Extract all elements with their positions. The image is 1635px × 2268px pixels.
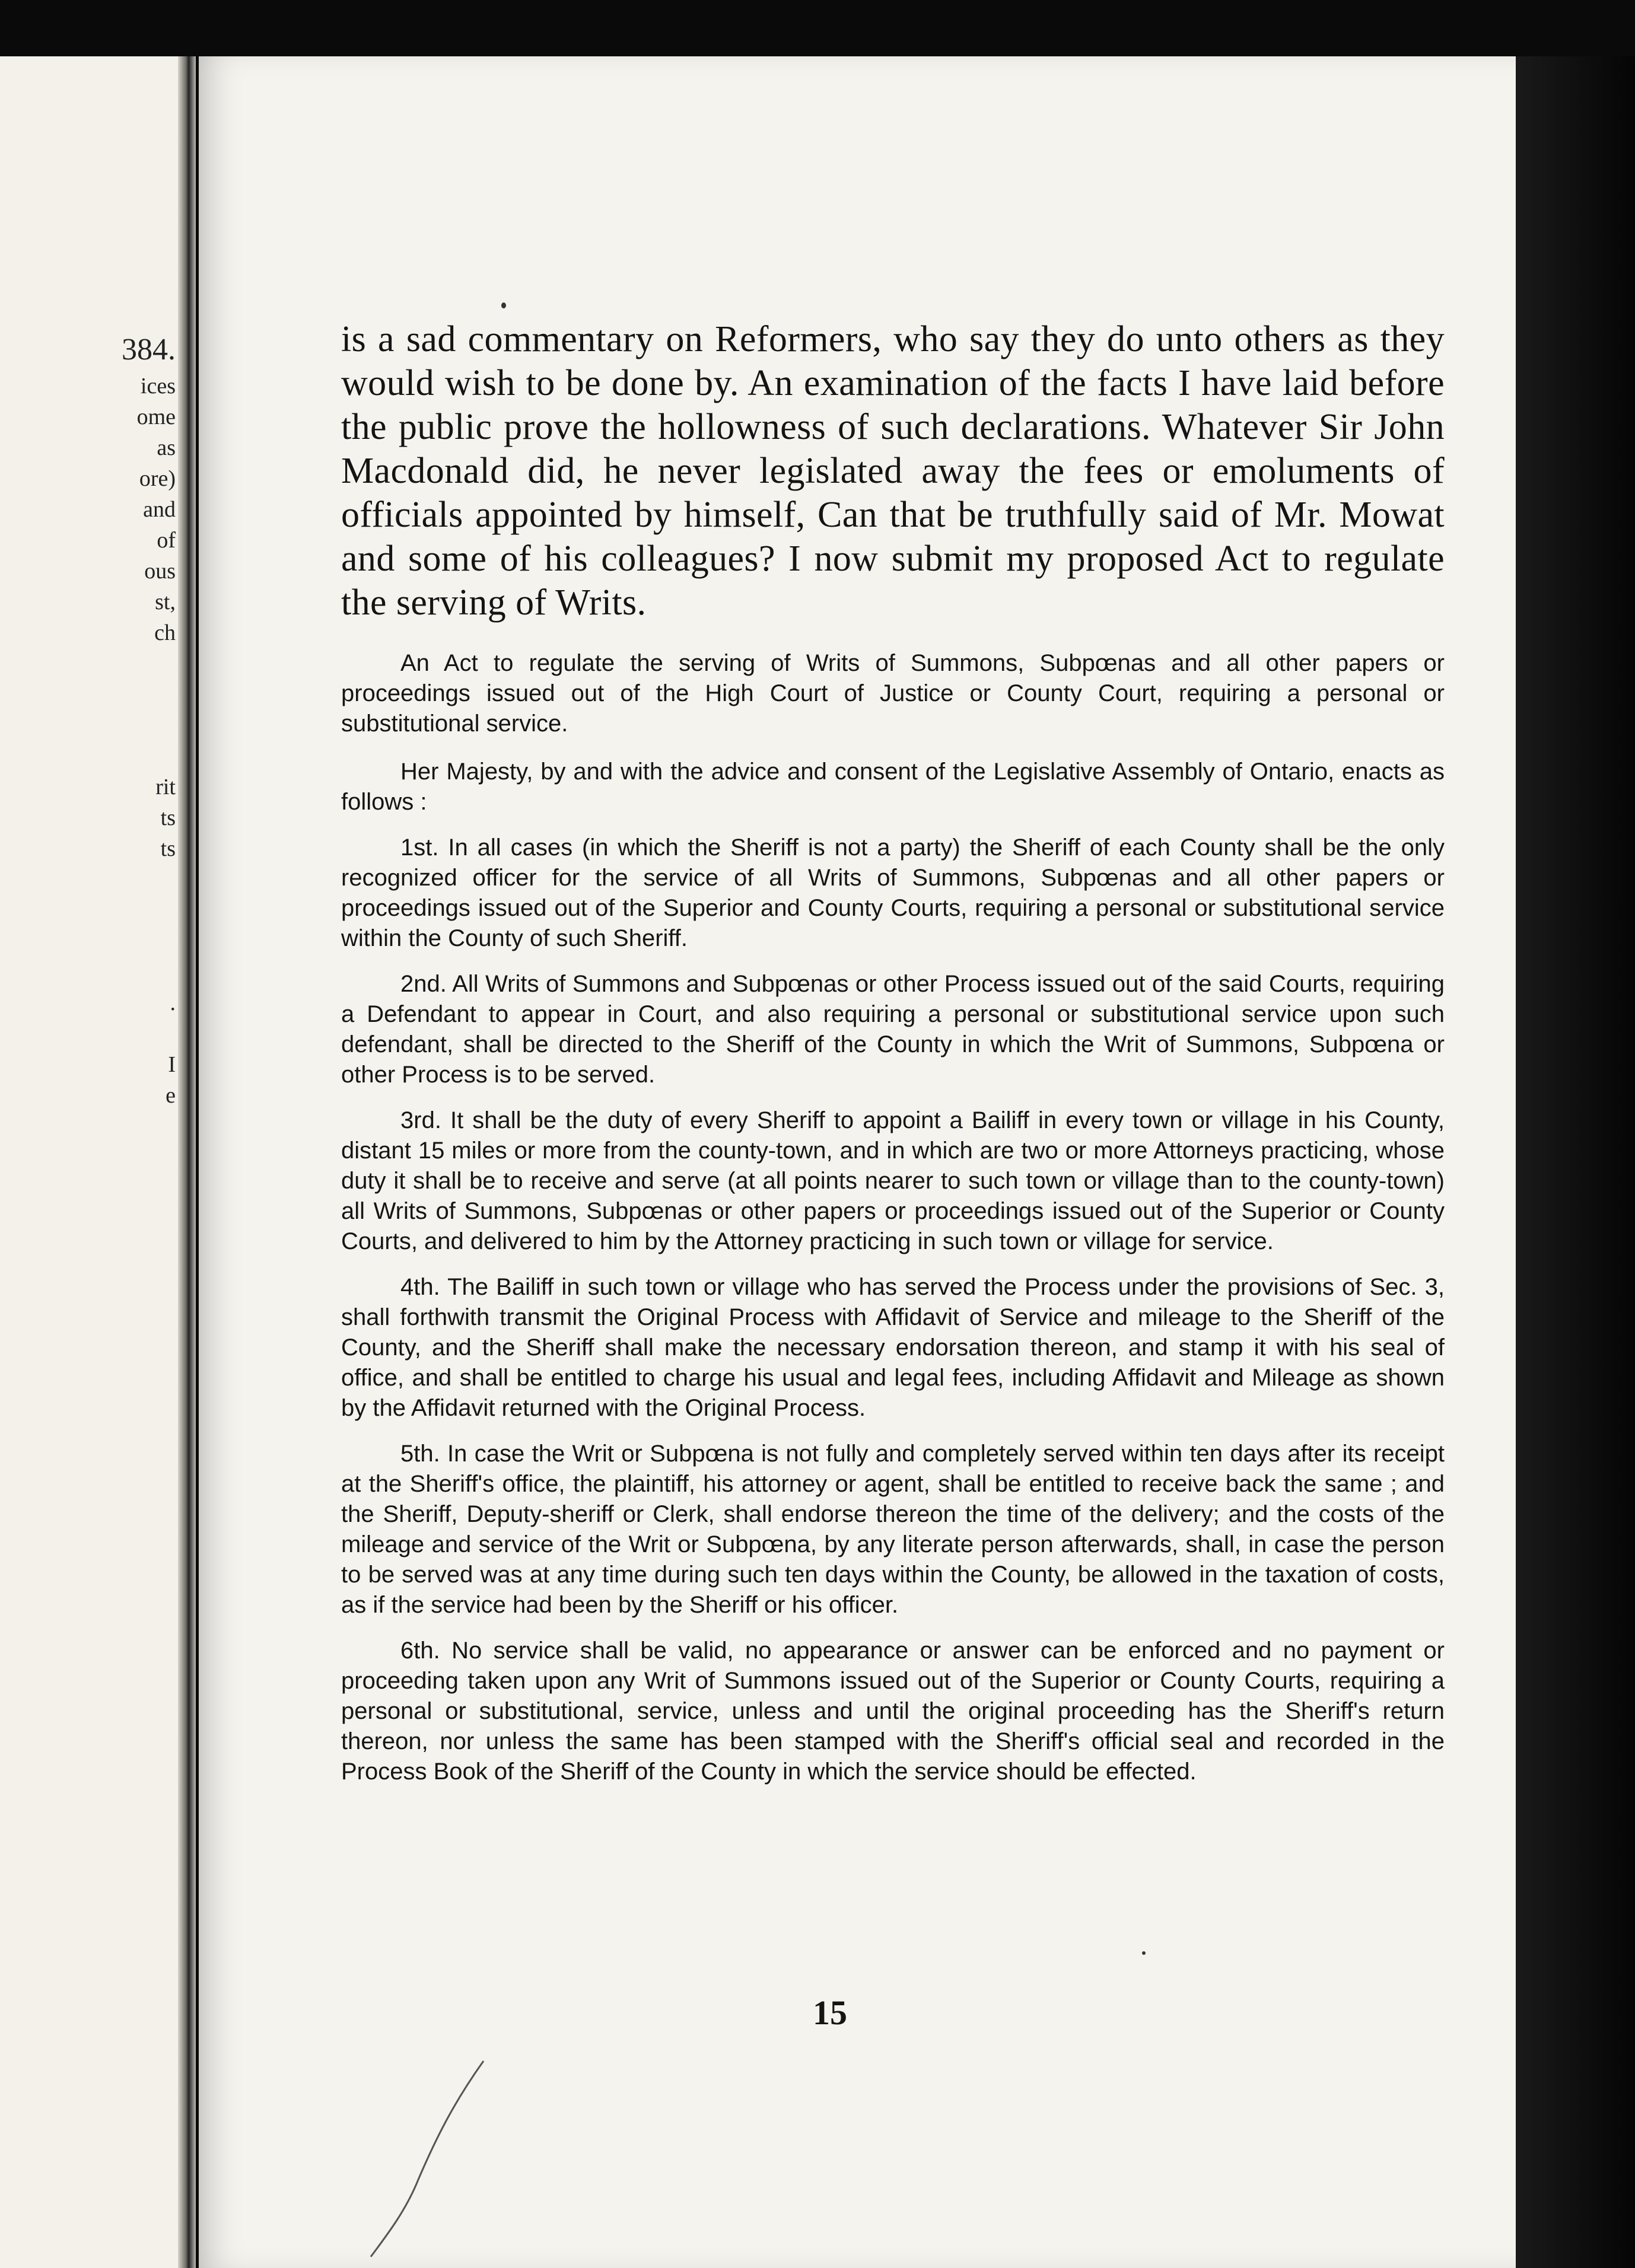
left-page-line: I — [168, 1052, 176, 1077]
section-1: 1st. In all cases (in which the Sheriff is not a party) the Sheriff of each County shall be the only recognized officer for the service of all Writs of Summons, Subpœnas and all other papers or proceedings issued out of the Superior and County Courts, requiring a personal or substitutional service within the County of such Sheriff. — [341, 834, 1445, 951]
left-page-line: ices — [140, 374, 176, 399]
left-page-line — [0, 648, 178, 679]
act-title: An Act to regulate the serving of Writs of Summons, Subpœnas and all other papers or proceedings issued out of the High Court of Justice or County Court, requiring a personal or substitutional service. — [341, 650, 1445, 737]
intro-paragraph: is a sad commentary on Reformers, who say they do unto others as they would wish to be done by. An examination of the facts I have laid before the public prove the hollowness of such declarations. Whatever Sir John Macdonald did, he never legislated away the fees or emoluments of officials appointed by himself, Can that be truthfully said of Mr. Mowat and some of his colleagues? I now submit my proposed Act to regulate the serving of Writs. — [341, 319, 1445, 623]
left-page-line: e — [166, 1083, 176, 1108]
left-page-line: ts — [160, 805, 176, 830]
left-page-text — [0, 329, 178, 1111]
left-page-line — [0, 741, 178, 772]
left-page-line: as — [157, 435, 176, 460]
section-2: 2nd. All Writs of Summons and Subpœnas or other Process issued out of the said Courts, requiring a Defendant to appear in Court, and also requiring a personal or substitutional service upon such defendant, shall be directed to the Sheriff of the County in which the Writ of Summons, Subpœna or other Process is to be served. — [341, 971, 1445, 1088]
ink-speck — [1142, 1951, 1146, 1955]
left-page-line: ome — [136, 404, 176, 429]
page-content — [341, 317, 1445, 1802]
left-page-line: st, — [155, 590, 176, 614]
left-page-line — [0, 895, 178, 926]
left-page-line — [0, 864, 178, 895]
left-page-line: ous — [144, 559, 176, 584]
document-page — [199, 56, 1516, 2268]
left-page-line: of — [157, 528, 176, 553]
left-page-line: 384. — [122, 333, 176, 367]
left-page-line: . — [170, 990, 176, 1015]
section-4: 4th. The Bailiff in such town or village who has served the Process under the provisions of Sec. 3, shall forthwith transmit the Original Process with Affidavit of Service and mileage to the Sheriff of the County, and the Sheriff shall make the necessary endorsation thereon, and stamp it with his seal of office, and shall be entitled to charge his usual and legal fees, including Affidavit and Mileage as shown by the Affidavit returned with the Original Process. — [341, 1274, 1445, 1421]
left-page-fragment — [0, 56, 189, 2268]
enacting-clause: Her Majesty, by and with the advice and consent of the Legislative Assembly of Ontario, enacts as follows : — [341, 759, 1445, 815]
section-6: 6th. No service shall be valid, no appearance or answer can be enforced and no payment or proceeding taken upon any Writ of Summons issued out of the Superior or County Courts, requiring a personal or substitutional, service, unless and until the original proceeding has the Sheriff's return thereon, nor unless the same has been stamped with the Sheriff's official seal and recorded in the Process Book of the Sheriff of the County in which the service should be effected. — [341, 1638, 1445, 1785]
left-page-line — [0, 710, 178, 741]
left-page-line: and — [143, 497, 176, 522]
section-3: 3rd. It shall be the duty of every Sheriff to appoint a Bailiff in every town or village in his County, distant 15 miles or more from the county-town, and in which are two or more Attorneys practicing, whose duty it shall be to receive and serve (at all points nearer to such town or village than to the county-town) all Writs of Summons, Subpœnas or other papers or proceedings issued out of the Superior or County Courts, and delivered to him by the Attorney practicing in such town or village for service. — [341, 1107, 1445, 1254]
left-page-line — [0, 957, 178, 988]
left-page-line: rit — [155, 775, 176, 799]
left-page-line — [0, 926, 178, 957]
scan-border — [1516, 56, 1635, 2268]
left-page-line: ch — [154, 620, 176, 645]
ink-speck — [501, 302, 506, 308]
book-gutter — [178, 56, 196, 2268]
left-page-line — [0, 679, 178, 710]
pen-scratch — [365, 2055, 507, 2263]
left-page-line — [0, 1018, 178, 1049]
page-number: 15 — [813, 1993, 847, 2032]
left-page-line: ore) — [139, 466, 176, 491]
section-5: 5th. In case the Writ or Subpœna is not fully and completely served within ten days after its receipt at the Sheriff's office, the plaintiff, his attorney or agent, shall be entitled to receive back the same ; and the Sheriff, Deputy-sheriff or Clerk, shall endorse thereon the time of the delivery; and the costs of the mileage and service of the Writ or Subpœna, by any literate person afterwards, shall, in case the person to be served was at any time during such ten days within the County, be allowed in the taxation of costs, as if the service had been by the Sheriff or his officer. — [341, 1441, 1445, 1618]
left-page-line: ts — [160, 836, 176, 861]
